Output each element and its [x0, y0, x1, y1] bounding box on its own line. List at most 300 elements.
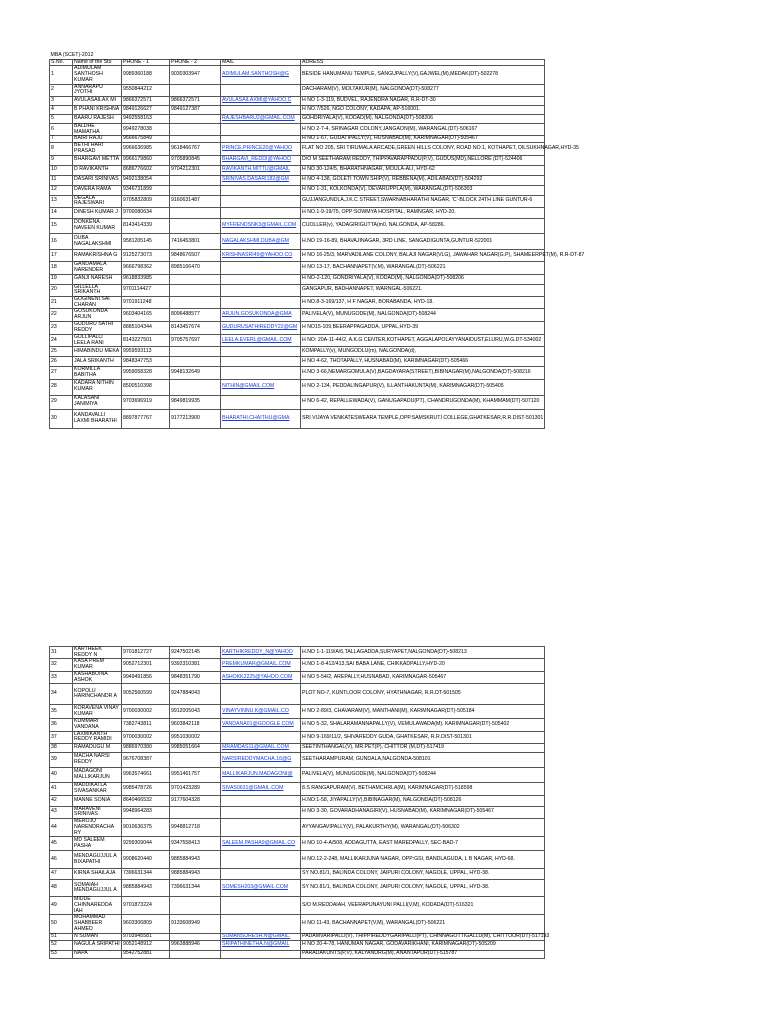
phone-1-cell: 8640466532: [122, 795, 170, 806]
name-cell: DASARI SRINIVAS: [73, 175, 122, 185]
sno-cell: 53: [50, 950, 73, 958]
name-cell: SOMAIAH MENDAGUJJUL A: [73, 880, 122, 897]
name-cell: MADDIKATLA SIVASANKAR: [73, 783, 122, 795]
table-row: [50, 219, 545, 234]
phone-2-cell: [170, 124, 221, 136]
table-row: [50, 647, 545, 659]
address-cell: BESIDE HANUMANU TEMPLE, SANGUPALLY(V),GAJWEL(M),MEDAK(DT)-502278: [301, 66, 545, 84]
address-cell: PLOT NO-7, KUNTLOOR COLONY, HYATHNAGAR, R.R.DT-501505: [301, 684, 545, 705]
name-cell: B PHANI KRISHNA: [73, 106, 122, 115]
table-row: [50, 869, 545, 880]
name-cell: DONKENA NAVEEN KUMAR: [73, 219, 122, 234]
mail-link: [221, 262, 301, 274]
sno-cell: 14: [50, 208, 73, 219]
mail-link[interactable]: PREMKUMAR@GMAIL.COM: [221, 659, 301, 671]
phone-2-cell: 9849127387: [170, 106, 221, 115]
sno-cell: 8: [50, 143, 73, 155]
phone-1-cell: 9908620440: [122, 851, 170, 869]
phone-1-cell: 7396631344: [122, 869, 170, 880]
phone-2-cell: 9618466767: [170, 143, 221, 155]
name-cell: KADARA NITHIN KUMAR: [73, 379, 122, 395]
mail-link: [221, 296, 301, 308]
table-row: [50, 950, 545, 958]
name-cell: BETHI HARI PRASAD: [73, 143, 122, 155]
address-cell: H NO 6-42, REPALLEWADA(V), GANUGAPADU(PT), CHANDRUGONDA(M), KHAMMAM(DT)-507120: [301, 395, 545, 409]
address-cell: H NO 2-7-4, SRINAGAR COLONY,JANGAON(M), WARANGAL(DT)-506167: [301, 124, 545, 136]
address-cell: SY NO.81/1, BALINDA COLONY, JAIPURI COLONY, NAGOLE, UPPAL, HYD-38.: [301, 869, 545, 880]
student-table-page-2: [49, 646, 550, 959]
phone-2-cell: [170, 84, 221, 96]
phone-2-cell: 7416453801: [170, 234, 221, 250]
phone-2-cell: [170, 950, 221, 958]
mail-link[interactable]: KARTHIKREDDY_N@YAHOO: [221, 647, 301, 659]
table-row: [50, 897, 545, 915]
sno-cell: 25: [50, 347, 73, 357]
mail-link[interactable]: SALEEM.PASHA9@GMAIL.CO: [221, 837, 301, 851]
phone-2-cell: [170, 357, 221, 367]
header-phone-2: PHONE - 2: [170, 59, 221, 66]
phone-2-cell: 9885884943: [170, 851, 221, 869]
name-cell: RAMAKRISHNA G: [73, 250, 122, 262]
sno-cell: 22: [50, 309, 73, 321]
phone-1-cell: 9703945581: [122, 933, 170, 940]
table-row: [50, 115, 545, 124]
mail-link: [221, 357, 301, 367]
name-cell: KORAVENA VINAY KUMAR: [73, 705, 122, 719]
sno-cell: 30: [50, 409, 73, 428]
table-row: [50, 783, 545, 795]
mail-link[interactable]: BHARGAVI_REDDI@YAHOO: [221, 155, 301, 165]
phone-1-cell: 8143227501: [122, 334, 170, 346]
sno-cell: 23: [50, 321, 73, 334]
address-cell: H NO15-109,BEERAPPAGADDA, UPPAL,HYD-39: [301, 321, 545, 334]
name-cell: D RAVIKANTH: [73, 165, 122, 175]
name-cell: ANNARAPU JYOTHI: [73, 84, 122, 96]
name-cell: GUDURU SATHI REDDY: [73, 321, 122, 334]
name-cell: NAPA: [73, 950, 122, 958]
header-name: Name of the Stu: [73, 59, 122, 66]
phone-1-cell: 9492558163: [122, 115, 170, 124]
phone-1-cell: 9985478726: [122, 783, 170, 795]
mail-link[interactable]: MALLIKARJUN.MADAGONI@: [221, 768, 301, 783]
phone-1-cell: 9052560599: [122, 684, 170, 705]
phone-2-cell: 9963888946: [170, 940, 221, 950]
name-cell: MOHAMMAD SHABBEER AHMED: [73, 915, 122, 933]
table-row: [50, 851, 545, 869]
sno-cell: 27: [50, 367, 73, 379]
address-cell: KOMPALLY(v), MUNGODLU(m), NALGONDA(d),: [301, 347, 545, 357]
address-cell: SY NO.81/1, BALINDA COLONY, JAIPURI COLONY, NAGOLE, UPPAL, HYD-38.: [301, 880, 545, 897]
phone-1-cell: 9885884943: [122, 880, 170, 897]
name-cell: MARAVENI SRINIVAS: [73, 806, 122, 818]
phone-2-cell: 9247502145: [170, 647, 221, 659]
phone-1-cell: 9125273073: [122, 250, 170, 262]
mail-link[interactable]: BHARATHI.CHAITHU@GMA: [221, 409, 301, 428]
phone-1-cell: 9959058328: [122, 367, 170, 379]
mail-link: [221, 185, 301, 195]
header-mail: MAIL: [221, 59, 301, 66]
name-cell: MACHA NARSI REDDY: [73, 753, 122, 768]
address-cell: PALIVELA(V), MUNUGODE(M), NALGONDA(DT)-508244: [301, 768, 545, 783]
sno-cell: 37: [50, 731, 73, 743]
sno-cell: 48: [50, 880, 73, 897]
name-cell: BALDHE MAMATHA: [73, 124, 122, 136]
table-row: [50, 744, 545, 753]
table-row: [50, 719, 545, 731]
address-cell: H NO: 20A-11-44/2, A.K.G CENTER,KOTHAPET, AGGALAPOLAYYANAIDUST,ELURU,W.G.DT-534002: [301, 334, 545, 346]
table-row: [50, 915, 545, 933]
address-cell: GANGAPUR, BADHANNAPET, WARNGAL-506221.: [301, 284, 545, 296]
address-cell: H.NO:1-58, JIYAPALLY(V),BIBINAGAR(M), NALGONDA(DT)-508126: [301, 795, 545, 806]
address-cell: H NO 9-169/11/2, SHIVAREDDY GUDA, GHATKESAR, R.R.DIST-501301: [301, 731, 545, 743]
table-row: [50, 684, 545, 705]
address-cell: H NO 1-3-119, BUDVEL, RAJENDRA NAGAR, R.R-DT-30: [301, 97, 545, 106]
name-cell: DUBA NAGALAKSHMI: [73, 234, 122, 250]
mail-link[interactable]: LEELA.EVERL@GMAIL.COM: [221, 334, 301, 346]
address-cell: PARADAKUNTS(P,V), KALYANDRG(M), ANANTAPUR(DT)-515787: [301, 950, 545, 958]
table-row: [50, 124, 545, 136]
phone-2-cell: [170, 347, 221, 357]
name-cell: MEROJU NARENDRACHA RY: [73, 819, 122, 837]
address-cell: H NO.8-3-169/137, H F NAGAR, BORABANDA, HYD-18.: [301, 296, 545, 308]
address-cell: GUJJANGUNDLA,J.K.C STREET,SWARNABHARATHI NAGAR, 'C'-BLOCK 24TH LINE GUNTUR-6: [301, 195, 545, 207]
phone-1-cell: 8500510398: [122, 379, 170, 395]
table-row: [50, 334, 545, 346]
phone-1-cell: 9299309044: [122, 837, 170, 851]
sno-cell: 7: [50, 136, 73, 143]
table-row: [50, 753, 545, 768]
mail-link[interactable]: SUMANSURESH.N@GMAIL.: [221, 933, 301, 940]
phone-2-cell: [170, 753, 221, 768]
phone-1-cell: 9550844212: [122, 84, 170, 96]
mail-link[interactable]: ASHOKK2225@YAHOO.COM: [221, 671, 301, 683]
table-row: [50, 262, 545, 274]
phone-1-cell: 8897877767: [122, 409, 170, 428]
table-row: [50, 296, 545, 308]
phone-1-cell: 9959593113: [122, 347, 170, 357]
phone-2-cell: [170, 175, 221, 185]
table-row: [50, 379, 545, 395]
table-row: [50, 136, 545, 143]
phone-1-cell: 9701873224: [122, 897, 170, 915]
sno-cell: 16: [50, 234, 73, 250]
phone-1-cell: 9949278038: [122, 124, 170, 136]
phone-1-cell: 9700030002: [122, 705, 170, 719]
name-cell: KASHABOINA ASHOK: [73, 671, 122, 683]
phone-2-cell: 9885884943: [170, 869, 221, 880]
sno-cell: 44: [50, 819, 73, 837]
name-cell: KORMILLA BABITHA: [73, 367, 122, 379]
phone-2-cell: 8143457674: [170, 321, 221, 334]
sno-cell: 4: [50, 106, 73, 115]
name-cell: BHARGAVI METTA: [73, 155, 122, 165]
phone-2-cell: 9866372571: [170, 97, 221, 106]
phone-1-cell: 9701114427: [122, 284, 170, 296]
table-row: [50, 671, 545, 683]
mail-link: [221, 731, 301, 743]
address-cell: H NO 2-89/3, CHAVARAM(V), MANTHANI(M), KARIMNAGAR(DT)-505184: [301, 705, 545, 719]
mail-link: [221, 395, 301, 409]
phone-2-cell: 7396631344: [170, 880, 221, 897]
phone-1-cell: 9052712301: [122, 659, 170, 671]
table-row: [50, 165, 545, 175]
sheet-title: MBA (SCET)-2012: [50, 53, 545, 59]
name-cell: GANDAMALA NARENDER: [73, 262, 122, 274]
table-row: [50, 155, 545, 165]
name-cell: MANNE SONIA: [73, 795, 122, 806]
phone-2-cell: [170, 806, 221, 818]
phone-1-cell: 9666675849: [122, 136, 170, 143]
phone-1-cell: 9886970380: [122, 744, 170, 753]
table-row: [50, 731, 545, 743]
name-cell: KALASANI JANIMIYA: [73, 395, 122, 409]
header-sno: S.No.: [50, 59, 73, 66]
table-row: [50, 347, 545, 357]
sno-cell: 11: [50, 175, 73, 185]
phone-2-cell: [170, 284, 221, 296]
table-row: [50, 795, 545, 806]
table-row: [50, 659, 545, 671]
address-cell: H NO 1-31, KOLKONDA(V), DEVARUPPLA(M), WARANGAL(DT)-506303: [301, 185, 545, 195]
phone-2-cell: 9133608949: [170, 915, 221, 933]
mail-link: [221, 284, 301, 296]
name-cell: GOSUKONDA ARJUN: [73, 309, 122, 321]
phone-2-cell: 9392310381: [170, 659, 221, 671]
mail-link[interactable]: GUDURUSATHIREDDY22@GM: [221, 321, 301, 334]
sno-cell: 17: [50, 250, 73, 262]
sno-cell: 40: [50, 768, 73, 783]
mail-link: [221, 851, 301, 869]
table-row: [50, 357, 545, 367]
phone-2-cell: 9951461757: [170, 768, 221, 783]
sno-cell: 15: [50, 219, 73, 234]
phone-2-cell: 9948812718: [170, 819, 221, 837]
mail-link[interactable]: RAVIKANTH.MITTU@GMAIL: [221, 165, 301, 175]
address-cell: PADAMVARIPALLI(V), THIPPIREDDYGARIPALLI(PT), CHINNAGOTTIGALLU(M), CHITTOOR(DT)-517193: [302, 932, 550, 939]
phone-1-cell: 9703696919: [122, 395, 170, 409]
name-cell: KIRNA SHAILAJA: [73, 869, 122, 880]
phone-2-cell: [170, 208, 221, 219]
mail-link[interactable]: NARSIREDDYMACHA.16@G: [221, 753, 301, 768]
name-cell: KOPOLU HARINCHANDR A: [73, 684, 122, 705]
sno-cell: 31: [50, 647, 73, 659]
mail-link[interactable]: SRINIVAS.DASARI182@GM: [221, 175, 301, 185]
sno-cell: 20: [50, 284, 73, 296]
name-cell: DAVERA RAMA: [73, 185, 122, 195]
name-cell: GANJI NARESH: [73, 274, 122, 284]
phone-2-cell: [170, 115, 221, 124]
table-row: [50, 367, 545, 379]
table-row: [50, 880, 545, 897]
address-cell: D/O M SEETHARAM REDDY, THIPPAVARAPPADU(P,V), GUDUS(MD),NELLORE (DT)-524406: [301, 155, 545, 165]
mail-link[interactable]: PRINCE.PRINCE20@YAHOO: [221, 143, 301, 155]
phone-2-cell: 9247884043: [170, 684, 221, 705]
phone-2-cell: 9160631487: [170, 195, 221, 207]
name-cell: GOGINENI SAI CHARAN: [73, 296, 122, 308]
address-cell: H NO 3-30, GOVARADHANAGIRI(V), HUSNABAD(M), KARIMNAGAR(DT)-505467: [301, 806, 545, 818]
phone-2-cell: 9849819935: [170, 395, 221, 409]
address-cell: H NO 4-138, GOLETI TOWN SHIP(V), REBBENA(M), ADILABAD(DT)-504292: [301, 175, 545, 185]
table-row: [50, 106, 545, 115]
mail-link[interactable]: NAGALAKSHMI.DUBA@GM: [221, 234, 301, 250]
address-cell: SEETINTHANGAL(V), MR.PET(P), CHITTOR (M,DT)-517419: [301, 744, 545, 753]
mail-link[interactable]: VANDANA01@GOOGLE.COM: [221, 719, 301, 731]
name-cell: N SUMAN: [73, 933, 122, 940]
sno-cell: 35: [50, 705, 73, 719]
phone-1-cell: 9542752881: [122, 950, 170, 958]
address-cell: PALIVELA(V), MUNUGODE(M), NALGONDA(DT)-508244: [301, 309, 545, 321]
mail-link[interactable]: RAJESHBARU2@GMAIL.COM: [221, 115, 301, 124]
phone-1-cell: 9848347753: [122, 357, 170, 367]
address-cell: GOHDRIYALA(V), KODAD(M), NALGONDA(DT)-508206: [301, 115, 545, 124]
address-cell: H NO 5-32, SHALARAMANNAPALLY(V), VEMULAWADA(M), KARIMNAGAR(DT)-505402: [301, 719, 545, 731]
phone-2-cell: [170, 136, 221, 143]
name-cell: BAIRI RAJU: [73, 136, 122, 143]
mail-link[interactable]: NITHIN@GMAIL.COM: [221, 379, 301, 395]
sno-cell: 10: [50, 165, 73, 175]
table-row: [50, 234, 545, 250]
sno-cell: 12: [50, 185, 73, 195]
mail-link[interactable]: ARJUN.GOSUKONDA@GMA: [221, 309, 301, 321]
phone-2-cell: 9177604328: [170, 795, 221, 806]
sno-cell: 6: [50, 124, 73, 136]
phone-2-cell: 9948132649: [170, 367, 221, 379]
phone-1-cell: 9492138054: [122, 175, 170, 185]
mail-link[interactable]: ADIMULAM.SANTHOSH@G: [221, 66, 301, 84]
mail-link[interactable]: SOMESH203@GMAIL.COM: [221, 880, 301, 897]
phone-2-cell: 9704212301: [170, 165, 221, 175]
address-cell: S/O M.REDDAIAH, VEERAPUNAYUNI PALLI(V,M), KODADA(DT)-516321: [301, 897, 545, 915]
phone-1-cell: 9010636375: [122, 819, 170, 837]
mail-link[interactable]: MRAMDAS11@GMAIL.COM: [221, 744, 301, 753]
name-cell: MIDDE CHINNAREDDA IAH: [73, 897, 122, 915]
sno-cell: 32: [50, 659, 73, 671]
phone-2-cell: 9603842118: [170, 719, 221, 731]
address-cell: H.NO 1-1-119/A/6,TALLAGADDA,SURYAPET,NALGONDA(DT)-508213: [301, 647, 545, 659]
phone-1-cell: 9701812727: [122, 647, 170, 659]
phone-2-cell: [170, 185, 221, 195]
sno-cell: 46: [50, 851, 73, 869]
table-row: [50, 250, 545, 262]
name-cell: AVULASAILAX MI: [73, 97, 122, 106]
header-row: [50, 59, 545, 66]
sno-cell: 2: [50, 84, 73, 96]
sno-cell: 29: [50, 395, 73, 409]
address-cell: H NO 2-134, PEDDALINGAPUR(V), ILLANTHAKUNTA(M), KARIMNAGAR(DT)-505405: [301, 379, 545, 395]
sno-cell: 1: [50, 66, 73, 84]
phone-1-cell: 9346731899: [122, 185, 170, 195]
phone-2-cell: [170, 296, 221, 308]
phone-2-cell: 9848676507: [170, 250, 221, 262]
table-row: [50, 409, 545, 428]
name-cell: MADAGONI MALLIKARJUN: [73, 768, 122, 783]
name-cell: KANDAVALLI LAXMI BHARATHI: [73, 409, 122, 428]
sno-cell: 45: [50, 837, 73, 851]
address-cell: H.NO 3-66,NEMARGOMULA(V),BAGDAYARA(STREET),BIBINAGAR(M),NALGONDA(DT)-508216: [301, 367, 545, 379]
sno-cell: 18: [50, 262, 73, 274]
name-cell: KUMMARI VANDANA: [73, 719, 122, 731]
sno-cell: 28: [50, 379, 73, 395]
mail-link: [221, 819, 301, 837]
mail-link[interactable]: KRISHNASRI49@YAHOO.CO: [221, 250, 301, 262]
mail-link: [221, 950, 301, 958]
phone-1-cell: 7382743811: [122, 719, 170, 731]
address-cell: SRI VIJAYA VENKATESWEARA TEMPLE,OPP.SAMSKRUTI COLLEGE,GHATKESAR,R.R.DIST-501301: [301, 409, 545, 428]
mail-link: [221, 195, 301, 207]
table-row: [50, 208, 545, 219]
mail-link[interactable]: MYFRENDSNK3@GMAIL.COM: [221, 219, 301, 234]
phone-1-cell: 9618833985: [122, 274, 170, 284]
address-cell: H NO 20-4-78, HANUMAN NAGAR, GODAVARIKHANI, KARIMNAGAR(DT)-505209: [301, 940, 545, 950]
address-cell: H NO.7/526, NGO COLONY, KADAPA, AP-516001.: [301, 106, 545, 115]
phone-2-cell: 9985051664: [170, 744, 221, 753]
table-row: [50, 185, 545, 195]
table-row: [50, 309, 545, 321]
address-cell: H NO-2-120, GONDRIYALA(V), KODAD(M), NALGONDA(DT)-508206: [301, 274, 545, 284]
phone-2-cell: 9951030002: [170, 731, 221, 743]
phone-2-cell: 8985166470: [170, 262, 221, 274]
phone-2-cell: 8096488577: [170, 309, 221, 321]
phone-1-cell: 9866372571: [122, 97, 170, 106]
sno-cell: 3: [50, 97, 73, 106]
phone-1-cell: 9052148912: [122, 940, 170, 950]
sno-cell: 43: [50, 806, 73, 818]
sno-cell: 38: [50, 744, 73, 753]
phone-2-cell: 9705890845: [170, 155, 221, 165]
phone-1-cell: 9949491856: [122, 671, 170, 683]
sno-cell: 5: [50, 115, 73, 124]
table-row: [50, 321, 545, 334]
sno-cell: 39: [50, 753, 73, 768]
phone-1-cell: 9989360188: [122, 66, 170, 84]
mail-link[interactable]: VINAYVINNU.K@GMAIL.CO: [221, 705, 301, 719]
mail-link: [221, 274, 301, 284]
sno-cell: 41: [50, 783, 73, 795]
table-row: [50, 143, 545, 155]
table-row: [50, 97, 545, 106]
mail-link: [221, 124, 301, 136]
name-cell: BAARU RAJESH: [73, 115, 122, 124]
table-row: [50, 84, 545, 96]
sno-cell: 50: [50, 915, 73, 933]
mail-link[interactable]: SRIPATHINETHA.N@GMAIL: [221, 940, 301, 950]
sno-cell: 34: [50, 684, 73, 705]
address-cell: H NO 13-17, BACHANNAPET(V,M), WARANGAL(DT)-506221: [301, 262, 545, 274]
phone-2-cell: 9177213900: [170, 409, 221, 428]
mail-link: [221, 208, 301, 219]
table-row: [50, 705, 545, 719]
table-row: [50, 195, 545, 207]
phone-2-cell: [170, 219, 221, 234]
address-cell: CUOLLER(v), YADAGIRIGUTTA(m0, NALGONDA, AP-58286.: [301, 219, 545, 234]
mail-link[interactable]: AVULASAILAXMI@YAHOO.C: [221, 97, 301, 106]
table-row: [50, 274, 545, 284]
phone-1-cell: 9666798362: [122, 262, 170, 274]
mail-link[interactable]: SIVAS0631@GMAIL.COM: [221, 783, 301, 795]
sno-cell: 42: [50, 795, 73, 806]
mail-link: [221, 347, 301, 357]
phone-2-cell: [170, 933, 221, 940]
address-cell: H NO 5-54/2, AREPALLY,HUSNABAD, KARIMNAGAR-505467: [301, 671, 545, 683]
name-cell: DINESH KUMAR J: [73, 208, 122, 219]
mail-link: [221, 915, 301, 933]
name-cell: GULLIPALLI LEELA RANI: [73, 334, 122, 346]
address-cell: H NO 10-4-A/508, ADDAGUTTA, EAST MAREDPALLY, SEC-BAD-7: [301, 837, 545, 851]
table-row: [50, 284, 545, 296]
table-row: [50, 837, 545, 851]
table-row: [50, 806, 545, 818]
phone-1-cell: 9948964283: [122, 806, 170, 818]
